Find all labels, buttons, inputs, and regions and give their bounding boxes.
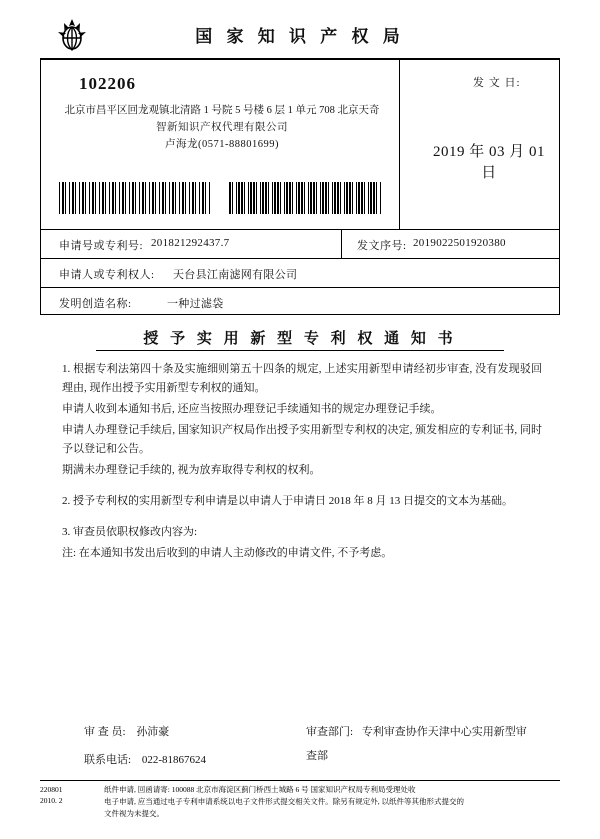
dispatch-no-value: 2019022501920380 (413, 237, 506, 249)
applicant-value: 天台县江南滤网有限公司 (173, 269, 298, 281)
recipient-address (55, 102, 389, 153)
table-row (41, 230, 559, 258)
paragraph-3: 申请人办理登记手续后, 国家知识产权局作出授予实用新型专利权的决定, 颁发相应的专利证书, 同时予以登记和公告。 (62, 424, 542, 455)
footer-note-3: 文件视为未提交。 (104, 809, 164, 818)
form-code-line-1: 220801 (40, 785, 63, 794)
document-title: 授 予 实 用 新 型 专 利 权 通 知 书 (143, 331, 457, 347)
footer-divider (40, 780, 560, 781)
title-underline (96, 350, 504, 351)
invention-value: 一种过滤袋 (167, 298, 224, 310)
address-line-3: 卢海龙(0571-88801699) (165, 139, 279, 150)
paragraph-6: 3. 审查员依职权修改内容为: (62, 526, 198, 538)
dispatch-no-label: 发文序号: (357, 240, 407, 252)
examiner-label: 审 查 员: (84, 726, 126, 738)
invention-label: 发明创造名称: (59, 298, 132, 310)
page-title: 国 家 知 识 产 权 局 (195, 27, 405, 46)
signature-block (84, 720, 534, 766)
envelope-box (40, 60, 560, 315)
applicant-label: 申请人或专利权人: (59, 269, 155, 281)
paragraph-7: 注: 在本通知书发出后收到的申请人主动修改的申请文件, 不予考虑。 (62, 547, 393, 559)
phone-label: 联系电话: (84, 754, 132, 766)
form-code-line-2: 2010. 2 (40, 796, 63, 805)
envelope-top-region (41, 60, 559, 229)
postcode: 102206 (79, 74, 136, 93)
application-no-value: 201821292437.7 (151, 237, 230, 249)
barcode-group (59, 182, 381, 214)
document-header (40, 14, 560, 58)
paragraph-4: 期满未办理登记手续的, 视为放弃取得专利权的权利。 (62, 464, 321, 476)
application-no-label: 申请号或专利号: (59, 240, 144, 252)
address-line-1: 北京市昌平区回龙观镇北清路 1 号院 5 号楼 6 层 1 单元 708 北京天奇 (64, 105, 380, 116)
table-row (41, 259, 559, 287)
barcode-icon (59, 182, 211, 214)
row-vertical-divider (341, 230, 342, 258)
vertical-divider (399, 60, 400, 229)
dispatch-date-label: 发 文 日: (473, 77, 521, 89)
examiner-value: 孙沛豪 (136, 726, 170, 738)
phone-value: 022-81867624 (141, 754, 206, 766)
paragraph-5: 2. 授予专利权的实用新型专利申请是以申请人于申请日 2018 年 8 月 13 日提交的文本为基础。 (62, 495, 513, 507)
department-label: 审查部门: (306, 726, 354, 738)
footer-note-1: 纸件申请, 回函请寄: 100088 北京市海淀区蓟门桥西土城路 6 号 国家知识产权局专利局受理处收 (104, 785, 416, 794)
paragraph-1: 1. 根据专利法第四十条及实施细则第五十四条的规定, 上述实用新型申请经初步审查, 没有发现驳回理由, 现作出授予实用新型专利权的通知。 (62, 363, 542, 394)
document-body (62, 360, 542, 565)
dispatch-date-value: 2019 年 03 月 01 日 (432, 144, 545, 181)
department-value: 专利审查协作天津中心实用新型审查部 (306, 726, 527, 762)
address-line-2: 智新知识产权代理有限公司 (156, 122, 288, 133)
barcode-icon (229, 182, 381, 214)
table-row (41, 288, 559, 316)
footer-note-2: 电子申请, 应当通过电子专利申请系统以电子文件形式提交相关文件。除另有规定外, 以纸件等其他形式提交的 (104, 797, 464, 806)
paragraph-2: 申请人收到本通知书后, 还应当按照办理登记手续通知书的规定办理登记手续。 (62, 403, 442, 415)
